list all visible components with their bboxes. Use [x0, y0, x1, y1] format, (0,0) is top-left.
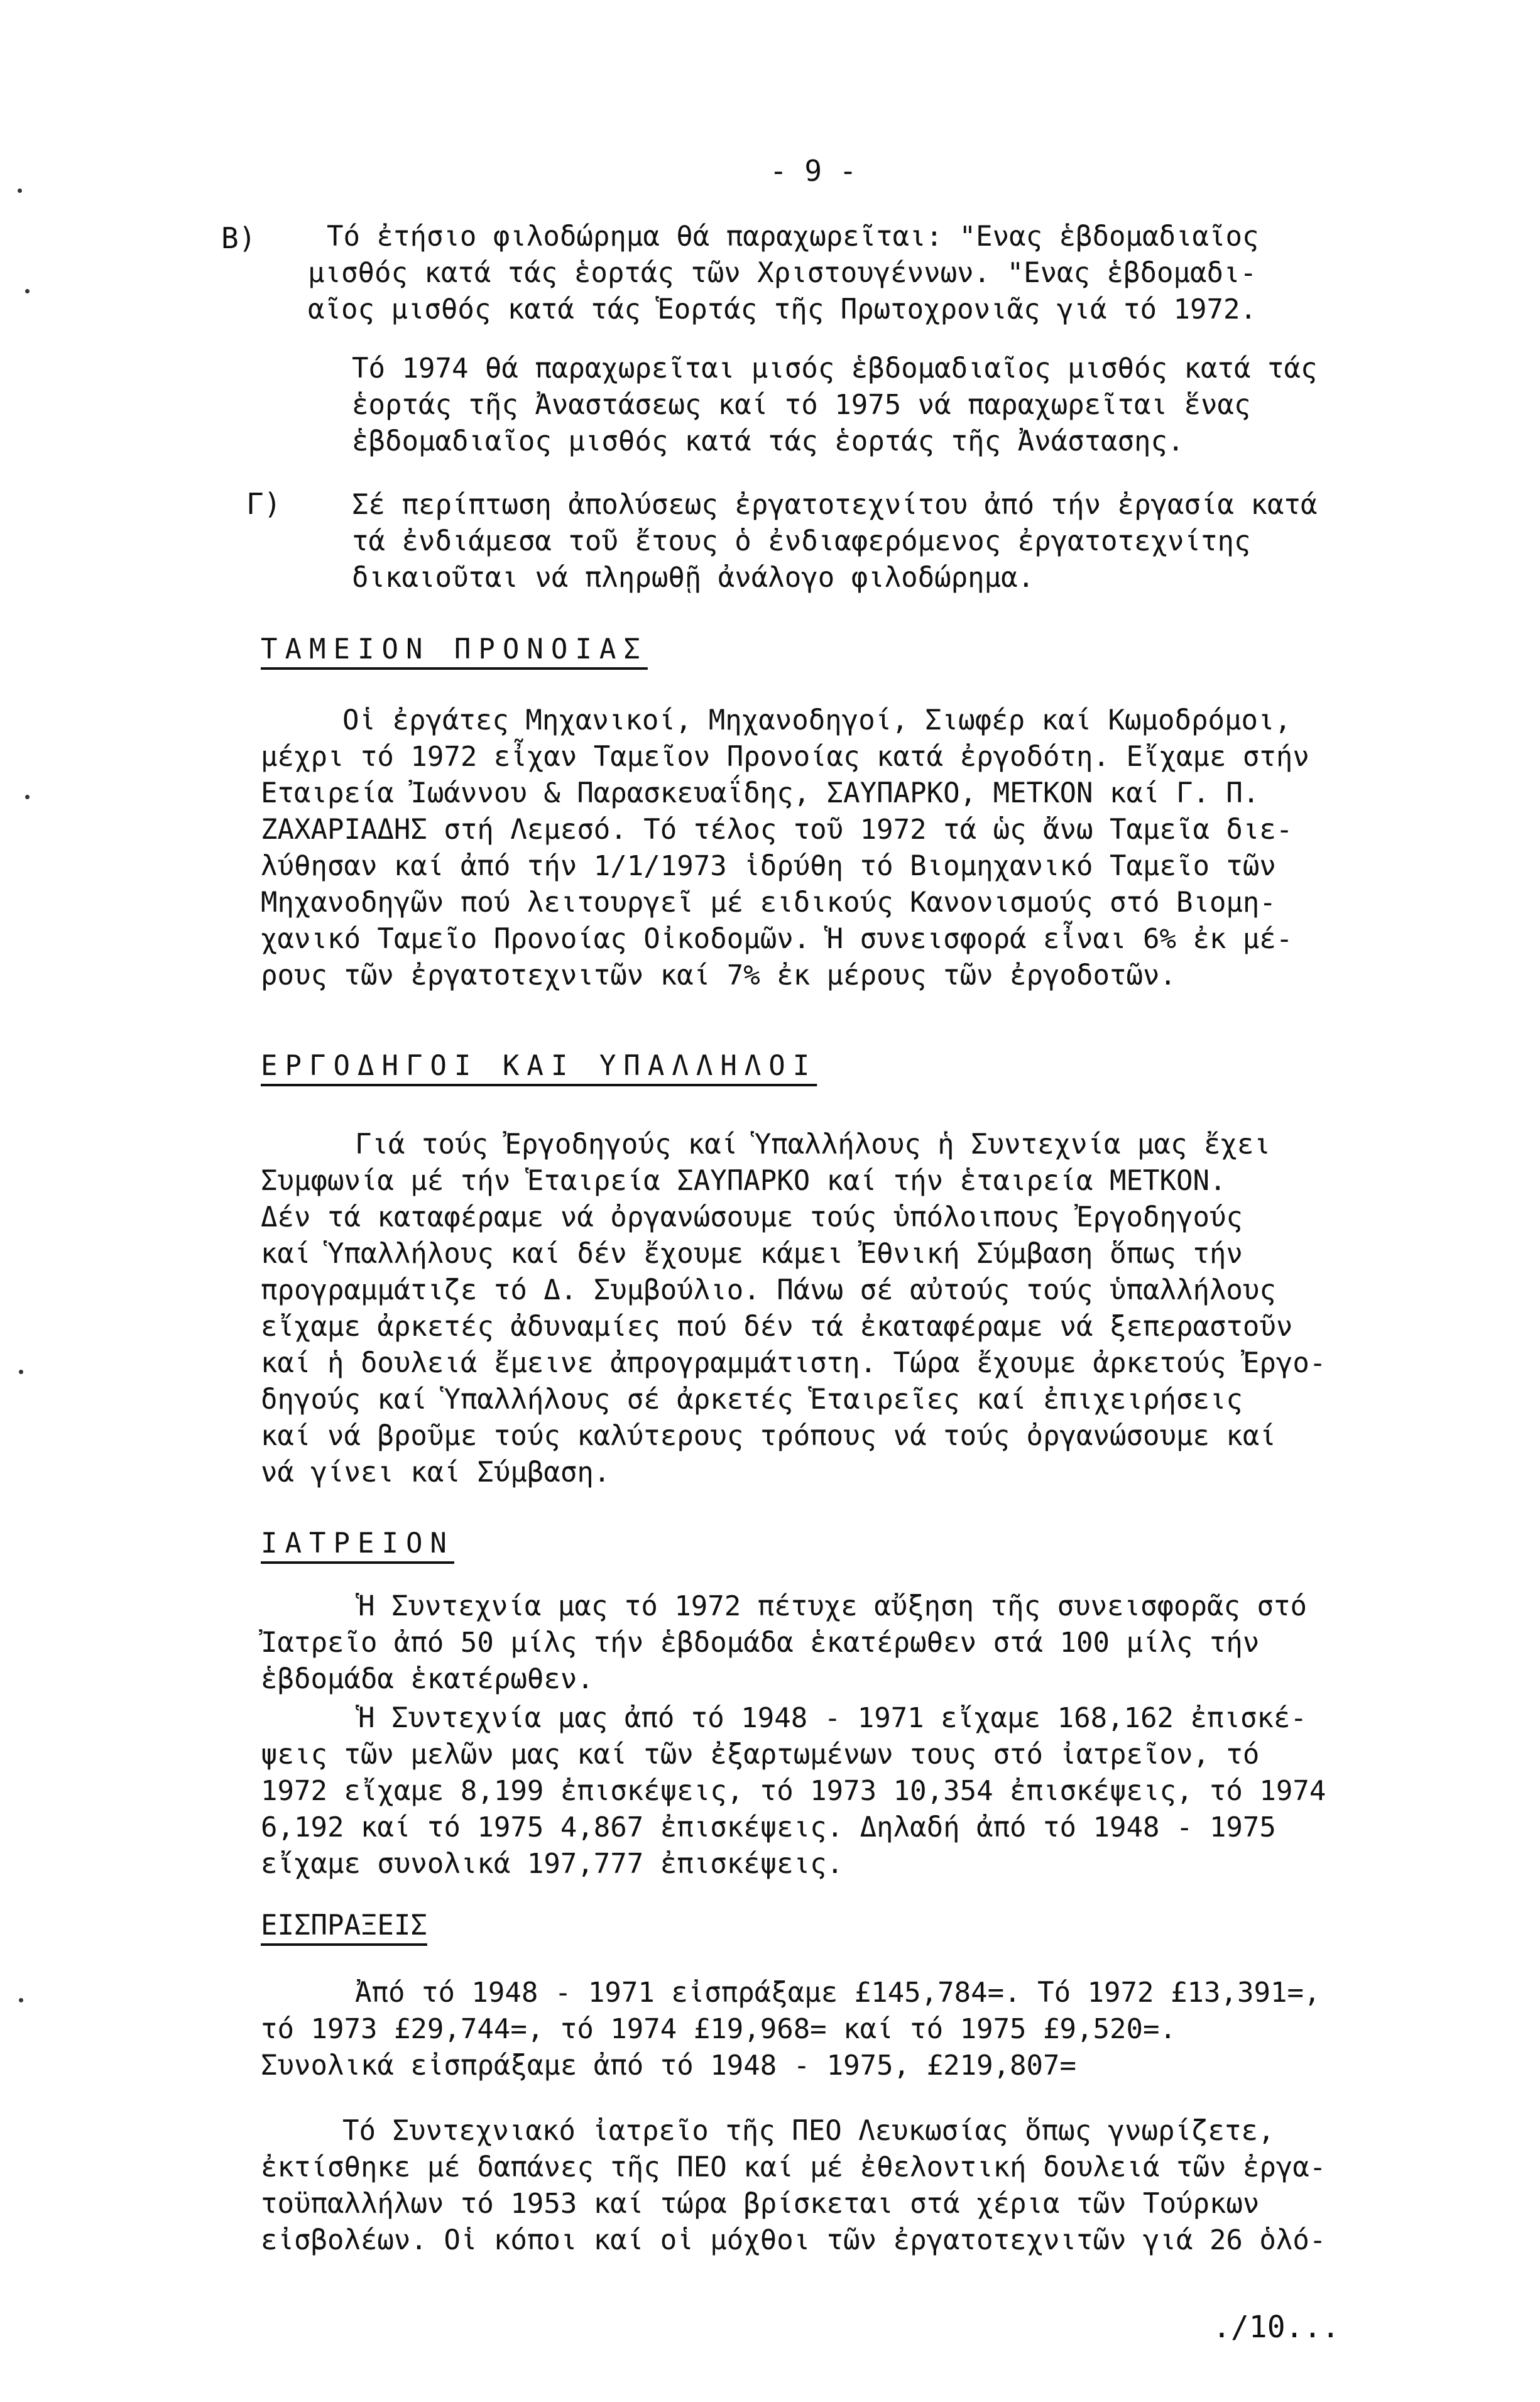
section-g-label: Γ) — [246, 487, 281, 521]
heading-iatreion: ΙΑΤΡΕΙΟΝ — [261, 1527, 454, 1559]
iatreion-line: 6,192 καί τό 1975 4,867 ἐπισκέψεις. Δηλαδή ἀπό τό 1948 - 1975 — [261, 1811, 1276, 1843]
tameion-line: Οἱ ἐργάτες Μηχανικοί, Μηχανοδηγοί, Σιωφέρ καί Κωμοδρόμοι, — [342, 704, 1291, 736]
ergodigoi-line: καί Ὑπαλλήλους καί δέν ἔχουμε κάμει Ἐθνική Σύμβαση ὅπως τήν — [261, 1238, 1243, 1270]
tameion-line: λύθησαν καί ἀπό τήν 1/1/1973 ἱδρύθη τό Βιομηχανικό Ταμεῖο τῶν — [261, 850, 1276, 882]
ergodigoi-line: Γιά τούς Ἐργοδηγούς καί Ὑπαλλήλους ἡ Συντεχνία μας ἔχει — [355, 1128, 1270, 1160]
ergodigoi-line: προγραμμάτιζε τό Δ. Συμβούλιο. Πάνω σέ αὐτούς τούς ὑπαλλήλους — [261, 1274, 1276, 1306]
section-b-label: B) — [221, 221, 256, 255]
ergodigoi-line: Συμφωνία μέ τήν Ἑταιρεία ΣΑΥΠΑΡΚΟ καί τήν ἑταιρεία ΜΕΤΚΟΝ. — [261, 1165, 1226, 1197]
iatreion-line: Ἡ Συντεχνία μας τό 1972 πέτυχε αὔξηση τῆς συνεισφορᾶς στό — [358, 1590, 1307, 1622]
section-b-line: Τό ἐτήσιο φιλοδώρημα θά παραχωρεῖται: "Ενας ἑβδομαδιαῖος — [327, 221, 1259, 253]
ergodigoi-line: δηγούς καί Ὑπαλλήλους σέ ἀρκετές Ἑταιρεῖες καί ἐπιχειρήσεις — [261, 1384, 1243, 1416]
iatreion-line: ψεις τῶν μελῶν μας καί τῶν ἐξαρτωμένων τους στό ἰατρεῖον, τό — [261, 1739, 1260, 1771]
iatreion-line: 1972 εἴχαμε 8,199 ἐπισκέψεις, τό 1973 10,354 ἐπισκέψεις, τό 1974 — [261, 1775, 1326, 1807]
tameion-line: Μηχανοδηγῶν πού λειτουργεῖ μέ ειδικούς Κανονισμούς στό Βιομη- — [261, 887, 1276, 919]
tameion-line: ΖΑΧΑΡΙΑΔΗΣ στή Λεμεσό. Τό τέλος τοῦ 1972 τά ὡς ἄνω Ταμεῖα διε- — [261, 814, 1293, 846]
tameion-line: ρους τῶν ἐργατοτεχνιτῶν καί 7% ἐκ μέρους τῶν ἐργοδοτῶν. — [261, 959, 1176, 991]
margin-dot — [19, 1370, 23, 1374]
iatreion-line: ἑβδομάδα ἑκατέρωθεν. — [261, 1663, 594, 1695]
margin-dot — [25, 289, 30, 293]
ergodigoi-line: καί νά βροῦμε τούς καλύτερους τρόπους νά τούς ὀργανώσουμε καί — [261, 1420, 1276, 1452]
section-b-line: αῖος μισθός κατά τάς Ἑορτάς τῆς Πρωτοχρονιᾶς γιά τό 1972. — [308, 293, 1257, 325]
margin-dot — [25, 795, 30, 799]
eispraxeis-line: τοϋπαλλήλων τό 1953 καί τώρα βρίσκεται στά χέρια τῶν Τούρκων — [261, 2188, 1260, 2220]
eispraxeis-line: Συνολικά εἰσπράξαμε ἀπό τό 1948 - 1975, £219,807= — [261, 2050, 1077, 2082]
section-b-line: Τό 1974 θά παραχωρεῖται μισός ἑβδομαδιαῖος μισθός κατά τάς — [352, 352, 1318, 385]
section-b-line: ἑορτάς τῆς Ἀναστάσεως καί τό 1975 νά παραχωρεῖται ἕνας — [352, 389, 1251, 421]
tameion-line: χανικό Ταμεῖο Προνοίας Οἰκοδομῶν. Ἡ συνεισφορά εἶναι 6% ἐκ μέ- — [261, 923, 1293, 955]
iatreion-line: Ἰατρεῖο ἀπό 50 μίλς τήν ἑβδομάδα ἑκατέρωθεν στά 100 μίλς τήν — [261, 1627, 1260, 1659]
ergodigoi-line: καί ἡ δουλειά ἔμεινε ἀπρογραμμάτιστη. Τώρα ἔχουμε ἀρκετούς Ἐργο- — [261, 1347, 1326, 1379]
section-g-line: Σέ περίπτωση ἀπολύσεως ἐργατοτεχνίτου ἀπό τήν ἐργασία κατά — [352, 489, 1318, 521]
section-b-line: μισθός κατά τάς ἑορτάς τῶν Χριστουγέννων. "Ενας ἑβδομαδι- — [308, 257, 1257, 289]
heading-tameion-pronoias: ΤΑΜΕΙΟΝ ΠΡΟΝΟΙΑΣ — [261, 633, 648, 665]
page-number: - 9 - — [770, 154, 857, 188]
heading-eispraxeis: ΕΙΣΠΡΑΞΕΙΣ — [261, 1909, 427, 1941]
eispraxeis-line: Τό Συντεχνιακό ἰατρεῖο τῆς ΠΕΟ Λευκωσίας ὅπως γνωρίζετε, — [342, 2115, 1275, 2147]
eispraxeis-line: εἰσβολέων. Οἱ κόποι καί οἱ μόχθοι τῶν ἐργατοτεχνιτῶν γιά 26 ὁλό- — [261, 2224, 1326, 2256]
iatreion-line: Ἡ Συντεχνία μας ἀπό τό 1948 - 1971 εἴχαμε 168,162 ἐπισκέ- — [358, 1702, 1307, 1734]
heading-ergodigoi-ypalliloi: ΕΡΓΟΔΗΓΟΙ ΚΑΙ ΥΠΑΛΛΗΛΟΙ — [261, 1050, 817, 1082]
continuation-marker: ./10... — [1213, 2310, 1340, 2345]
ergodigoi-line: νά γίνει καί Σύμβαση. — [261, 1456, 611, 1488]
ergodigoi-line: εἴχαμε ἀρκετές ἀδυναμίες πού δέν τά ἐκαταφέραμε νά ξεπεραστοῦν — [261, 1311, 1293, 1343]
margin-dot — [18, 188, 22, 193]
section-g-line: τά ἐνδιάμεσα τοῦ ἔτους ὁ ἐνδιαφερόμενος ἐργατοτεχνίτης — [352, 525, 1251, 557]
eispraxeis-line: ἐκτίσθηκε μέ δαπάνες τῆς ΠΕΟ καί μέ ἐθελοντική δουλειά τῶν ἐργα- — [261, 2151, 1326, 2183]
tameion-line: Εταιρεία Ἰωάννου & Παρασκευαΐδης, ΣΑΥΠΑΡΚΟ, ΜΕΤΚΟΝ καί Γ. Π. — [261, 777, 1260, 809]
ergodigoi-line: Δέν τά καταφέραμε νά ὀργανώσουμε τούς ὑπόλοιπους Ἐργοδηγούς — [261, 1201, 1243, 1233]
eispraxeis-line: Ἀπό τό 1948 - 1971 εἰσπράξαμε £145,784=. Τό 1972 £13,391=, — [355, 1977, 1321, 2009]
margin-dot — [19, 1998, 23, 2002]
eispraxeis-line: τό 1973 £29,744=, τό 1974 £19,968= καί τό 1975 £9,520=. — [261, 2013, 1176, 2045]
iatreion-line: εἴχαμε συνολικά 197,777 ἐπισκέψεις. — [261, 1848, 844, 1880]
section-b-line: ἑβδομαδιαῖος μισθός κατά τάς ἑορτάς τῆς Ἀνάστασης. — [352, 425, 1184, 457]
section-g-line: δικαιοῦται νά πληρωθῇ ἀνάλογο φιλοδώρημα. — [352, 562, 1035, 594]
tameion-line: μέχρι τό 1972 εἶχαν Ταμεῖον Προνοίας κατά ἐργοδότη. Εἴχαμε στήν — [261, 741, 1309, 773]
